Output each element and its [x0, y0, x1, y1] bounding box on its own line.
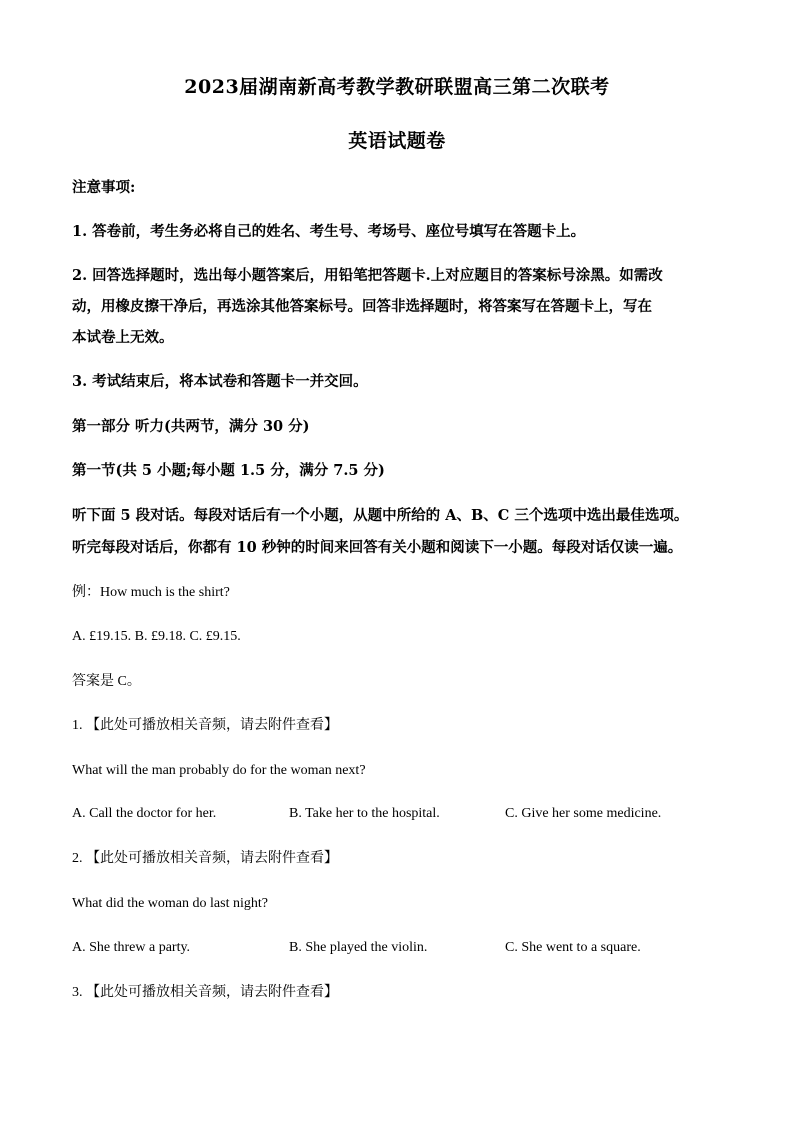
notice-item-2: 2. 回答选择题时，选出每小题答案后，用铅笔把答题卡.上对应题目的答案标号涂黑。如需改 — [72, 267, 663, 284]
notice-item-3: 3. 考试结束后，将本试卷和答题卡一并交回。 — [72, 373, 368, 390]
question-1-text: What will the man probably do for the woman next? — [72, 763, 366, 778]
question-1-option-c: C. Give her some medicine. — [505, 806, 662, 821]
part1-heading: 第一部分 听力(共两节，满分 30 分) — [72, 418, 310, 435]
question-2-option-a: A. She threw a party. — [72, 940, 191, 955]
instruction-line-1: 听下面 5 段对话。每段对话后有一个小题，从题中所给的 A、B、C 三个选项中选出最佳选项。 — [72, 507, 689, 524]
instruction-line-2: 听完每段对话后，你都有 10 秒钟的时间来回答有关小题和阅读下一小题。每段对话仅读一遍。 — [72, 539, 683, 556]
question-1-option-a: A. Call the doctor for her. — [72, 806, 217, 821]
section1-heading: 第一节(共 5 小题;每小题 1.5 分，满分 7.5 分) — [72, 462, 385, 479]
question-1-audio: 1. 【此处可播放相关音频，请去附件查看】 — [72, 718, 338, 733]
notice-heading: 注意事项: — [72, 179, 136, 196]
example-answer: 答案是 C。 — [72, 674, 141, 689]
question-1-option-b: B. Take her to the hospital. — [289, 806, 440, 821]
question-2-text: What did the woman do last night? — [72, 896, 268, 911]
notice-item-2-end: 本试卷上无效。 — [72, 329, 174, 346]
notice-item-1: 1. 答卷前，考生务必将自己的姓名、考生号、考场号、座位号填写在答题卡上。 — [72, 223, 586, 240]
example-question: 例：How much is the shirt? — [72, 585, 230, 600]
question-2-audio: 2. 【此处可播放相关音频，请去附件查看】 — [72, 851, 338, 866]
notice-item-2-cont: 动，用橡皮擦干净后，再选涂其他答案标号。回答非选择题时，将答案写在答题卡上，写在 — [72, 298, 652, 315]
question-2-option-c: C. She went to a square. — [505, 940, 641, 955]
question-3-audio: 3. 【此处可播放相关音频，请去附件查看】 — [72, 985, 338, 1000]
example-options: A. £19.15. B. £9.18. C. £9.15. — [72, 629, 241, 644]
exam-title: 2023届湖南新高考教学教研联盟高三第二次联考 — [184, 76, 610, 98]
exam-subtitle: 英语试题卷 — [348, 130, 446, 152]
question-2-option-b: B. She played the violin. — [289, 940, 428, 955]
